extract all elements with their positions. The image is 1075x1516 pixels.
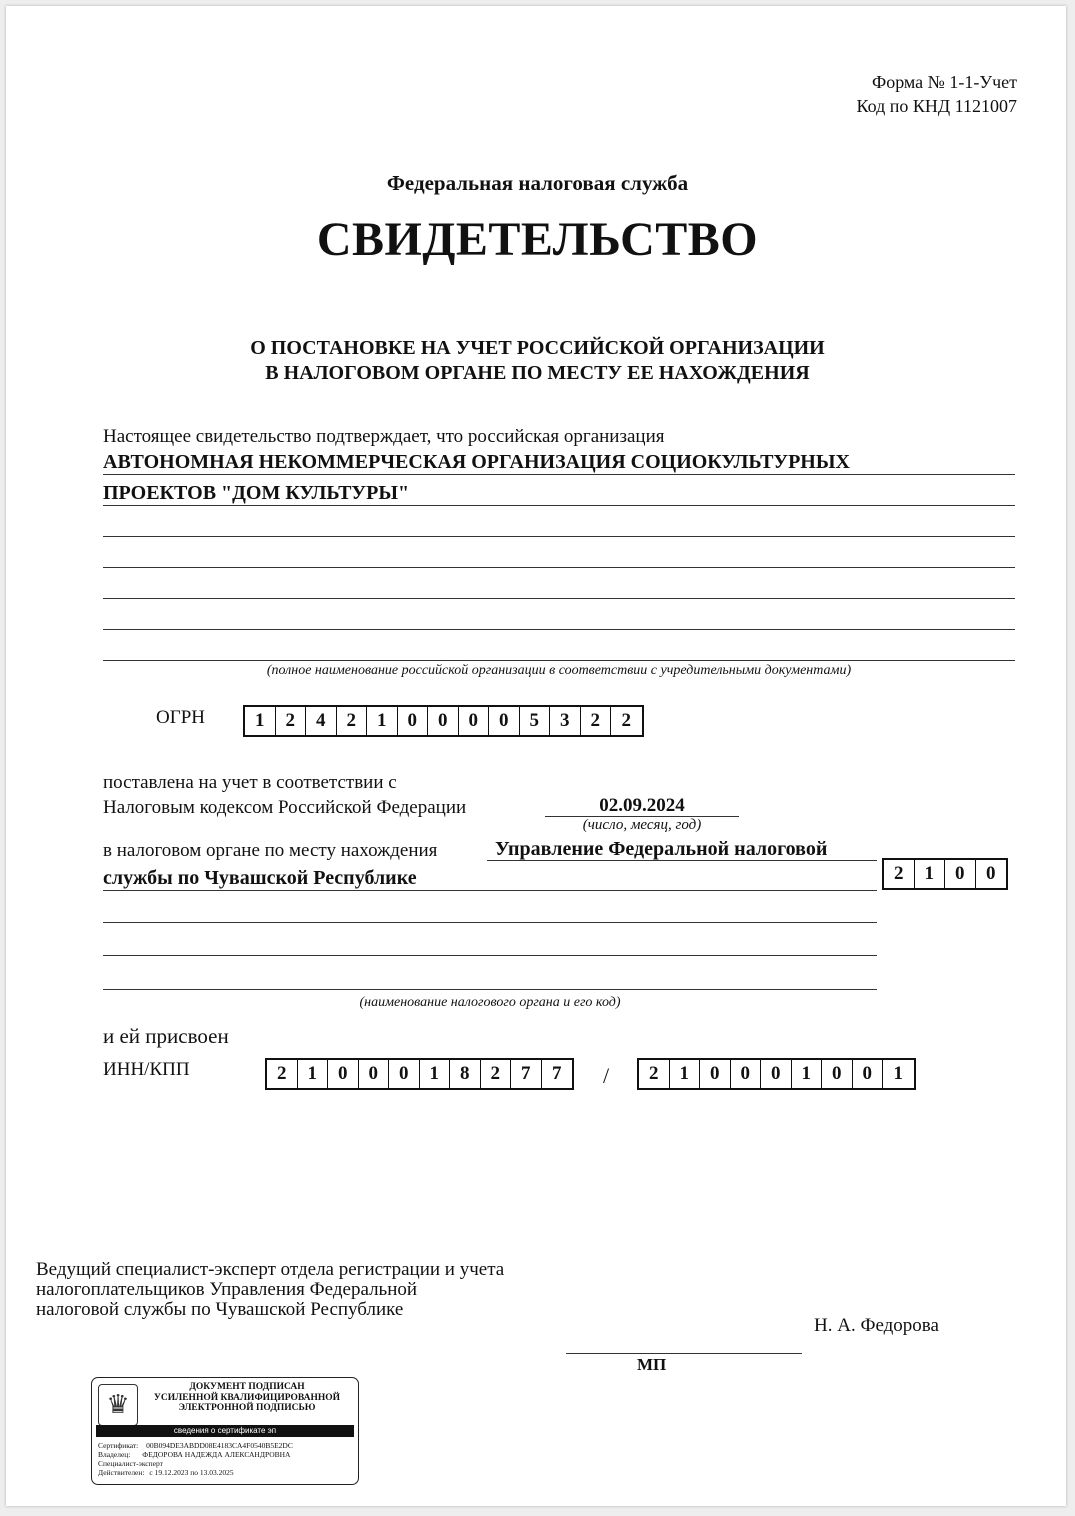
fill-line	[103, 567, 1015, 568]
signer-position-2: налогоплательщиков Управления Федеральной	[36, 1279, 418, 1300]
ogrn-digit: 0	[459, 707, 490, 735]
page-title: СВИДЕТЕЛЬСТВО	[316, 213, 759, 266]
ogrn-cells	[243, 705, 644, 737]
registration-text-2: Налоговым кодексом Российской Федерации	[103, 797, 467, 818]
stamp-certificate-row	[98, 1441, 293, 1450]
fill-line	[103, 474, 1015, 475]
stamp-owner-role: Специалист-эксперт	[98, 1459, 163, 1468]
ogrn-digit: 2	[337, 707, 368, 735]
stamp-bar: сведения о сертификате эп	[96, 1425, 354, 1437]
certificate-value: 00B094DE3ABDD08E4183CA4F0540B5E2DC	[146, 1441, 293, 1450]
fill-line	[487, 860, 877, 861]
authority-code-digit: 0	[986, 863, 996, 884]
ogrn-digit: 3	[550, 707, 581, 735]
owner-value: ФЕДОРОВА НАДЕЖДА АЛЕКСАНДРОВНА	[142, 1450, 291, 1459]
subtitle-line-2: В НАЛОГОВОМ ОРГАНЕ ПО МЕСТУ ЕЕ НАХОЖДЕНИЯ	[265, 362, 810, 384]
inn-digit: 0	[328, 1060, 359, 1088]
date-caption: (число, месяц, год)	[582, 817, 702, 833]
kpp-digit: 1	[893, 1063, 903, 1084]
kpp-digit: 0	[731, 1060, 762, 1088]
org-name-line-1: АВТОНОМНАЯ НЕКОММЕРЧЕСКАЯ ОРГАНИЗАЦИЯ СОЦИОКУЛЬТУРНЫХ	[103, 451, 850, 473]
authority-prefix: в налоговом органе по месту нахождения	[103, 840, 438, 861]
kpp-digit: 0	[700, 1060, 731, 1088]
signer-name: Н. А. Федорова	[814, 1315, 939, 1336]
inn-digit: 7	[552, 1063, 562, 1084]
stamp-valid-row	[98, 1468, 234, 1477]
fill-line	[103, 629, 1015, 630]
intro-text: Настоящее свидетельство подтверждает, что российская организация	[103, 426, 665, 447]
ogrn-digit: 5	[520, 707, 551, 735]
kpp-digit: 0	[822, 1060, 853, 1088]
inn-digit: 2	[481, 1060, 512, 1088]
kpp-digit: 0	[761, 1060, 792, 1088]
ogrn-digit: 0	[428, 707, 459, 735]
ogrn-digit: 0	[489, 707, 520, 735]
org-name-caption: (полное наименование российской организации в соответствии с учредительными документами)	[266, 663, 852, 678]
form-number: Форма № 1-1-Учет	[871, 72, 1017, 92]
ogrn-digit: 1	[245, 707, 276, 735]
inn-cells	[265, 1058, 574, 1090]
stamp-owner-row	[98, 1450, 290, 1459]
e-signature-stamp	[91, 1377, 359, 1485]
inn-digit: 0	[389, 1060, 420, 1088]
stamp-header-line: ЭЛЕКТРОННОЙ ПОДПИСЬЮ	[178, 1403, 316, 1413]
owner-label: Владелец:	[98, 1450, 131, 1459]
inn-digit: 8	[450, 1060, 481, 1088]
fill-line	[103, 890, 877, 891]
signer-position-3: налоговой службы по Чувашской Республике	[36, 1299, 404, 1320]
kpp-digit: 0	[853, 1060, 884, 1088]
ogrn-label: ОГРН	[156, 707, 205, 728]
authority-caption: (наименование налогового органа и его код)	[359, 995, 621, 1010]
ogrn-digit: 0	[398, 707, 429, 735]
authority-name-line-2: службы по Чувашской Республике	[103, 867, 417, 889]
kpp-digit: 1	[670, 1060, 701, 1088]
kpp-cells	[637, 1058, 916, 1090]
fill-line	[103, 989, 877, 990]
authority-code-digit: 2	[884, 860, 915, 888]
coat-of-arms-icon: ♛	[98, 1384, 138, 1426]
certificate-label: Сертификат:	[98, 1441, 139, 1450]
assigned-text: и ей присвоен	[103, 1024, 229, 1048]
inn-digit: 0	[359, 1060, 390, 1088]
ogrn-digit: 2	[621, 710, 631, 731]
inn-kpp-label: ИНН/КПП	[103, 1059, 190, 1080]
fill-line	[103, 536, 1015, 537]
fill-line	[103, 598, 1015, 599]
signature-line	[566, 1353, 802, 1354]
kpp-digit: 2	[639, 1060, 670, 1088]
inn-kpp-separator: /	[603, 1063, 610, 1088]
ogrn-digit: 1	[367, 707, 398, 735]
ogrn-digit: 2	[581, 707, 612, 735]
registration-text-1: поставлена на учет в соответствии с	[103, 772, 397, 793]
subtitle-line-1: О ПОСТАНОВКЕ НА УЧЕТ РОССИЙСКОЙ ОРГАНИЗАЦИИ	[250, 337, 825, 359]
stamp-header-line: ДОКУМЕНТ ПОДПИСАН	[189, 1382, 305, 1392]
authority-code-digit: 1	[915, 860, 946, 888]
inn-digit: 2	[267, 1060, 298, 1088]
agency-name: Федеральная налоговая служба	[386, 171, 689, 195]
authority-name-line-1: Управление Федеральной налоговой	[495, 838, 828, 860]
org-name-line-2: ПРОЕКТОВ "ДОМ КУЛЬТУРЫ"	[103, 482, 410, 504]
valid-label: Действителен:	[98, 1468, 145, 1477]
kpp-digit: 1	[792, 1060, 823, 1088]
stamp-header	[142, 1382, 352, 1414]
ogrn-digit: 2	[276, 707, 307, 735]
authority-code-cells	[882, 858, 1008, 890]
inn-digit: 7	[511, 1060, 542, 1088]
signer-position-1: Ведущий специалист-эксперт отдела регистрации и учета	[36, 1259, 505, 1280]
seal-place: МП	[637, 1355, 667, 1374]
fill-line	[103, 955, 877, 956]
fill-line	[103, 505, 1015, 506]
valid-value: с 19.12.2023 по 13.03.2025	[149, 1468, 234, 1477]
ogrn-digit: 4	[306, 707, 337, 735]
stamp-header-line: УСИЛЕННОЙ КВАЛИФИЦИРОВАННОЙ	[153, 1392, 341, 1403]
authority-code-digit: 0	[945, 860, 976, 888]
inn-digit: 1	[420, 1060, 451, 1088]
fill-line	[103, 922, 877, 923]
inn-digit: 1	[298, 1060, 329, 1088]
fill-line	[103, 660, 1015, 661]
knd-code: Код по КНД 1121007	[856, 96, 1017, 116]
registration-date: 02.09.2024	[599, 795, 685, 816]
